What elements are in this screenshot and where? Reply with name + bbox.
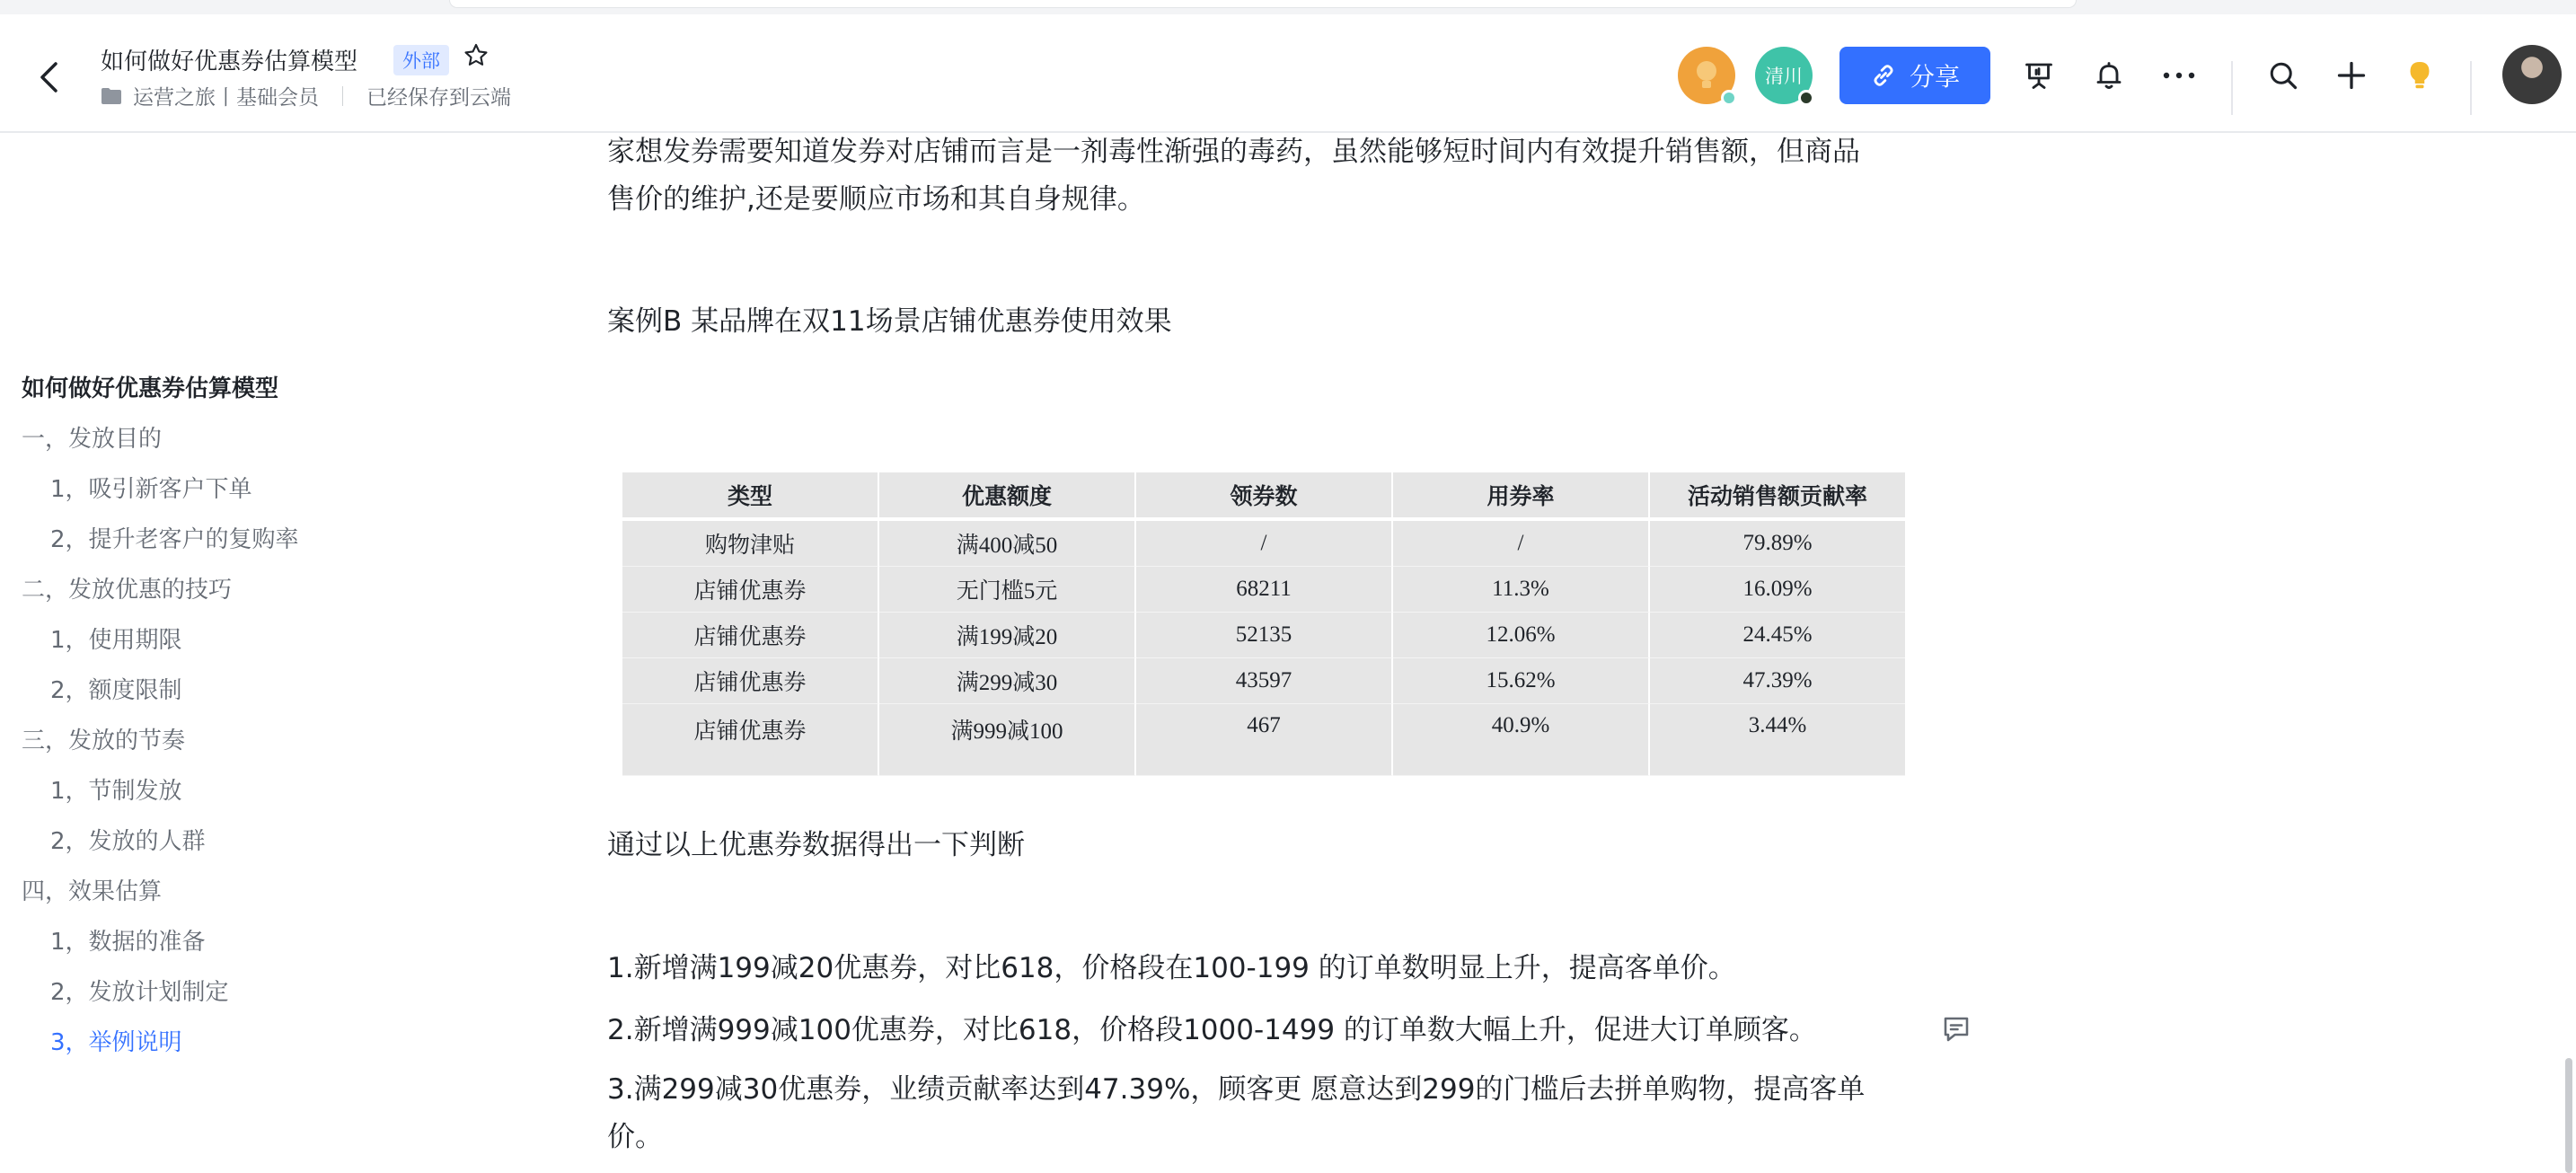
table-header-row [622,472,1905,521]
folder-path[interactable]: 运营之旅丨基础会员 [133,86,319,110]
table-cell: 15.62% [1393,658,1650,704]
table-cell: 店铺优惠券 [622,704,879,776]
paragraph-line: 价。 [607,1121,663,1153]
case-heading: 案例B 某品牌在双11场景店铺优惠券使用效果 [607,305,1172,338]
meta-divider [342,86,343,106]
bell-icon[interactable] [2091,57,2127,93]
folder-icon [101,87,122,105]
table-cell: 满999减100 [879,704,1136,776]
table-header-cell: 优惠额度 [879,472,1136,521]
doc-meta [101,81,511,110]
scrollbar-thumb[interactable] [2565,1058,2572,1173]
table-cell: 购物津贴 [622,521,879,567]
outline-item[interactable]: 2，发放计划制定 [50,979,229,1006]
online-status-dot [1721,90,1737,106]
table-cell: 店铺优惠券 [622,567,879,613]
collaborator-avatar[interactable] [1678,47,1735,104]
table-cell: 16.09% [1650,567,1905,613]
table-cell: 满299减30 [879,658,1136,704]
outline-item[interactable]: 二，发放优惠的技巧 [22,577,233,604]
table-cell: 店铺优惠券 [622,658,879,704]
table-header-cell: 活动销售额贡献率 [1650,472,1905,521]
share-label: 分享 [1909,62,1960,92]
present-icon[interactable] [2021,57,2057,93]
coupon-table [622,472,1905,776]
outline-item[interactable]: 2，额度限制 [50,677,182,704]
table-cell: 467 [1136,704,1393,776]
table-header-cell: 用券率 [1393,472,1650,521]
outline-item-active[interactable]: 3，举例说明 [50,1029,182,1056]
plus-icon[interactable] [2333,57,2369,93]
table-cell: / [1136,521,1393,567]
outline-item[interactable]: 2，发放的人群 [50,828,206,855]
table-cell: 满400减50 [879,521,1136,567]
external-tag: 外部 [393,45,449,75]
paragraph-line: 售价的维护,还是要顺应市场和其自身规律。 [607,183,1145,216]
online-status-dot [1798,90,1814,106]
doc-title: 如何做好优惠券估算模型 [101,49,358,75]
outline-item[interactable]: 三，发放的节奏 [22,728,186,754]
table-cell: 79.89% [1650,521,1905,567]
chevron-left-icon [38,61,59,93]
table-cell: 11.3% [1393,567,1650,613]
table-cell: 12.06% [1393,613,1650,658]
collaborator-avatar-qingchuan[interactable] [1755,47,1813,104]
search-icon[interactable] [2265,57,2301,93]
back-button[interactable] [31,59,66,95]
table-cell: 47.39% [1650,658,1905,704]
table-cell: 3.44% [1650,704,1905,776]
outline-item[interactable]: 如何做好优惠券估算模型 [22,375,279,402]
judgement-line: 通过以上优惠券数据得出一下判断 [607,829,1025,861]
browser-top-strip [0,0,2576,14]
table-row [622,658,1905,704]
conclusion-point-2: 2.新增满999减100优惠券，对比618，价格段1000-1499 的订单数大幅上升，促进大订单顾客。 [607,1014,1817,1046]
outline-item[interactable]: 四，效果估算 [22,878,163,905]
table-row [622,613,1905,658]
outline-item[interactable]: 一，发放目的 [22,426,163,453]
intro-paragraph [607,128,1901,224]
conclusion-point-1: 1.新增满199减20优惠券，对比618，价格段在100-199 的订单数明显上升，提高客单价。 [607,952,1736,984]
conclusion-point-3 [607,1066,1901,1161]
add-comment-icon[interactable] [1940,1013,1972,1045]
table-row [622,704,1905,776]
link-icon [1870,62,1897,89]
collaborator-name: 清川 [1765,66,1803,87]
table-cell: / [1393,521,1650,567]
outline-item[interactable]: 1，使用期限 [50,627,182,654]
header-divider [2231,61,2233,115]
outline-item[interactable]: 1，吸引新客户下单 [50,476,252,503]
table-cell: 店铺优惠券 [622,613,879,658]
table-cell: 40.9% [1393,704,1650,776]
lightbulb-icon[interactable] [2402,57,2438,93]
outline-item[interactable]: 1，节制发放 [50,778,182,805]
table-cell: 52135 [1136,613,1393,658]
paragraph-line: 家想发券需要知道发券对店铺而言是一剂毒性渐强的毒药，虽然能够短时间内有效提升销售额，但商品 [607,136,1860,168]
table-cell: 68211 [1136,567,1393,613]
table-cell: 24.45% [1650,613,1905,658]
outline-item[interactable]: 1，数据的准备 [50,929,206,956]
table-row [622,567,1905,613]
table-cell: 43597 [1136,658,1393,704]
table-cell: 无门槛5元 [879,567,1136,613]
share-button[interactable] [1839,47,1990,104]
save-status: 已经保存到云端 [366,86,511,110]
table-header-cell: 领券数 [1136,472,1393,521]
outline-item[interactable]: 2，提升老客户的复购率 [50,526,299,553]
address-bar-edge [449,0,2077,8]
table-cell: 满199减20 [879,613,1136,658]
doc-header [0,14,2576,133]
more-icon[interactable] [2161,57,2197,93]
favorite-star-icon[interactable] [462,41,490,70]
user-avatar[interactable] [2502,45,2562,104]
table-row [622,521,1905,567]
header-divider [2470,61,2472,115]
paragraph-line: 3.满299减30优惠券，业绩贡献率达到47.39%，顾客更 愿意达到299的门槛后去拼单购物，提高客单 [607,1073,1866,1106]
doc-outline [22,370,525,1074]
table-header-cell: 类型 [622,472,879,521]
